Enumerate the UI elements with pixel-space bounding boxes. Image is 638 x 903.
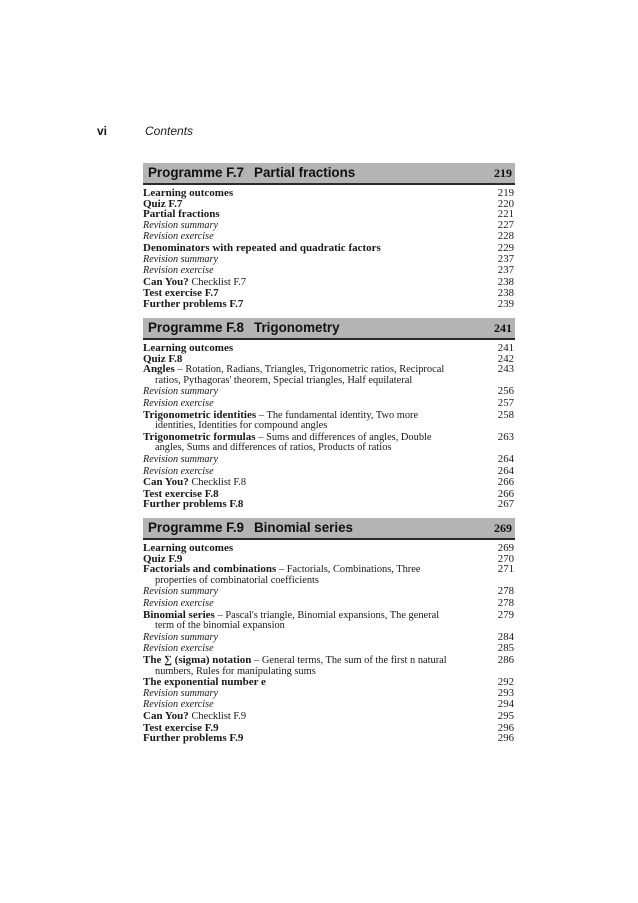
programme-header — [143, 518, 515, 540]
toc-entry[interactable] — [143, 354, 515, 365]
toc-entry[interactable] — [143, 265, 515, 277]
programme-page: 219 — [494, 166, 512, 180]
entry-title: Partial fractions — [143, 208, 220, 221]
entry-page: 279 — [497, 608, 514, 621]
toc-entry[interactable] — [143, 299, 515, 310]
entry-description: – General terms, The sum of the first n natural — [254, 654, 447, 666]
entry-description: Checklist F.9 — [191, 710, 247, 722]
entry-title: The ∑ (sigma) notation — [143, 653, 252, 666]
entry-page: 220 — [497, 197, 514, 210]
entry-title: Revision summary — [143, 253, 218, 265]
entry-page: 243 — [497, 363, 514, 376]
entry-page: 237 — [497, 252, 514, 265]
entry-title: Binomial series — [143, 608, 215, 621]
entry-page: 269 — [497, 542, 514, 554]
programme-number: Programme F.8 — [148, 320, 245, 335]
section-title: Contents — [145, 124, 194, 138]
toc-entry[interactable] — [143, 386, 515, 398]
toc-entry[interactable] — [143, 466, 515, 478]
entry-description: – Sums and differences of angles, Double — [258, 431, 432, 443]
entry-title: Further problems F.7 — [143, 297, 244, 310]
entry-page: 266 — [497, 487, 514, 500]
entry-title: Further problems F.9 — [143, 732, 244, 745]
entry-title: Revision exercise — [143, 465, 214, 477]
entry-page: 270 — [497, 552, 514, 565]
programme-page: 241 — [494, 321, 512, 335]
running-head — [97, 124, 193, 139]
entry-title: Learning outcomes — [143, 542, 234, 554]
entry-page: 264 — [497, 452, 514, 465]
entry-title: Revision exercise — [143, 699, 214, 711]
page-number: vi — [97, 124, 108, 138]
entry-title: Test exercise F.9 — [143, 721, 219, 734]
entry-page: 278 — [497, 596, 514, 609]
programme-title: Trigonometry — [254, 320, 340, 335]
entry-title: Revision exercise — [143, 643, 214, 655]
entry-description: – Rotation, Radians, Triangles, Trigonometric ratios, Reciprocal — [177, 364, 445, 376]
entry-list — [143, 188, 515, 310]
entry-title: Further problems F.8 — [143, 498, 244, 511]
entry-page: 296 — [497, 732, 514, 745]
toc-entry[interactable] — [143, 432, 515, 454]
entry-title: Test exercise F.7 — [143, 287, 219, 300]
entry-page: 258 — [497, 408, 514, 421]
toc-entry[interactable] — [143, 364, 515, 386]
entry-list — [143, 343, 515, 510]
programme-title: Binomial series — [254, 520, 354, 535]
entry-title: Trigonometric identities — [143, 408, 257, 421]
entry-page: 228 — [497, 230, 514, 243]
toc-entry[interactable] — [143, 454, 515, 466]
programme-f8 — [143, 318, 515, 510]
entry-title: Revision summary — [143, 586, 218, 598]
entry-title: Can You? — [143, 476, 189, 489]
entry-description-continued: numbers, Rules for manipulating sums — [155, 665, 316, 677]
entry-page: 238 — [497, 275, 514, 288]
entry-page: 229 — [497, 241, 514, 254]
programme-number: Programme F.7 — [148, 165, 245, 180]
entry-title: Angles — [143, 363, 175, 376]
entry-description: – The fundamental identity, Two more — [258, 409, 419, 421]
toc-entry[interactable] — [143, 499, 515, 510]
entry-page: 292 — [497, 676, 514, 689]
entry-page: 242 — [497, 352, 514, 365]
entry-title: Revision summary — [143, 386, 218, 398]
toc-entry[interactable] — [143, 632, 515, 644]
toc-entry[interactable] — [143, 254, 515, 266]
programme-page: 269 — [494, 521, 512, 535]
entry-page: 286 — [497, 653, 514, 666]
entry-title: Quiz F.7 — [143, 197, 183, 210]
entry-page: 241 — [497, 342, 514, 354]
entry-description-continued: ratios, Pythagoras' theorem, Special triangles, Half equilateral — [155, 374, 413, 386]
entry-page: 271 — [497, 563, 514, 576]
entry-title: Test exercise F.8 — [143, 487, 219, 500]
programme-number: Programme F.9 — [148, 520, 245, 535]
programme-f9 — [143, 518, 515, 744]
entry-page: 285 — [497, 642, 514, 655]
entry-page: 256 — [497, 385, 514, 398]
toc-entry[interactable] — [143, 188, 515, 199]
entry-title: Quiz F.9 — [143, 552, 183, 565]
entry-title: Factorials and combinations — [143, 563, 277, 576]
toc-entry[interactable] — [143, 610, 515, 632]
toc-entry[interactable] — [143, 243, 515, 254]
entry-title: Learning outcomes — [143, 342, 234, 354]
programme-title: Partial fractions — [254, 165, 356, 180]
entry-page: 227 — [497, 218, 514, 231]
entry-title: Revision exercise — [143, 231, 214, 243]
programme-header — [143, 163, 515, 185]
entry-page: 284 — [497, 630, 514, 643]
entry-page: 221 — [497, 208, 514, 221]
entry-description: Checklist F.7 — [191, 276, 247, 288]
entry-page: 264 — [497, 464, 514, 477]
entry-title: Revision summary — [143, 687, 218, 699]
entry-page: 239 — [497, 297, 514, 310]
entry-page: 238 — [497, 287, 514, 300]
entry-title: Revision exercise — [143, 597, 214, 609]
entry-description-continued: angles, Sums and differences of ratios, Products of ratios — [155, 442, 392, 454]
entry-title: Denominators with repeated and quadratic factors — [143, 241, 381, 254]
toc-entry[interactable] — [143, 699, 515, 711]
entry-page: 296 — [497, 721, 514, 734]
entry-title: Can You? — [143, 709, 189, 722]
programme-header — [143, 318, 515, 340]
toc-entry[interactable] — [143, 677, 515, 688]
entry-description: – Pascal's triangle, Binomial expansions, The general — [217, 609, 440, 621]
programme-f7 — [143, 163, 515, 310]
entry-title: Revision exercise — [143, 397, 214, 409]
toc-entry[interactable] — [143, 564, 515, 586]
entry-title: Can You? — [143, 275, 189, 288]
toc-entry[interactable] — [143, 586, 515, 598]
entry-page: 267 — [497, 498, 514, 511]
entry-list — [143, 543, 515, 744]
entry-page: 219 — [497, 187, 514, 199]
toc-entry[interactable] — [143, 220, 515, 232]
entry-page: 237 — [497, 264, 514, 277]
entry-title: Trigonometric formulas — [143, 430, 256, 443]
entry-title: Revision summary — [143, 453, 218, 465]
entry-page: 257 — [497, 396, 514, 409]
entry-description-continued: identities, Identities for compound angles — [155, 420, 328, 432]
entry-title: Revision summary — [143, 219, 218, 231]
entry-page: 294 — [497, 698, 514, 711]
entry-page: 266 — [497, 476, 514, 489]
toc-entry[interactable] — [143, 733, 515, 744]
entry-description-continued: properties of combinatorial coefficients — [155, 574, 319, 586]
toc-entry[interactable] — [143, 209, 515, 220]
entry-title: Revision summary — [143, 631, 218, 643]
toc-entry[interactable] — [143, 655, 515, 677]
toc-entry[interactable] — [143, 343, 515, 354]
toc-entry[interactable] — [143, 410, 515, 432]
toc-entry[interactable] — [143, 688, 515, 700]
entry-title: Learning outcomes — [143, 187, 234, 199]
entry-page: 263 — [497, 430, 514, 443]
entry-title: Revision exercise — [143, 265, 214, 277]
entry-page: 278 — [497, 585, 514, 598]
entry-title: The exponential number e — [143, 676, 266, 689]
entry-description-continued: term of the binomial expansion — [155, 620, 285, 632]
entry-description: Checklist F.8 — [191, 477, 247, 489]
entry-page: 293 — [497, 686, 514, 699]
entry-description: – Factorials, Combinations, Three — [278, 564, 421, 576]
entry-title: Quiz F.8 — [143, 352, 183, 365]
entry-page: 295 — [497, 709, 514, 722]
toc-entry[interactable] — [143, 543, 515, 554]
